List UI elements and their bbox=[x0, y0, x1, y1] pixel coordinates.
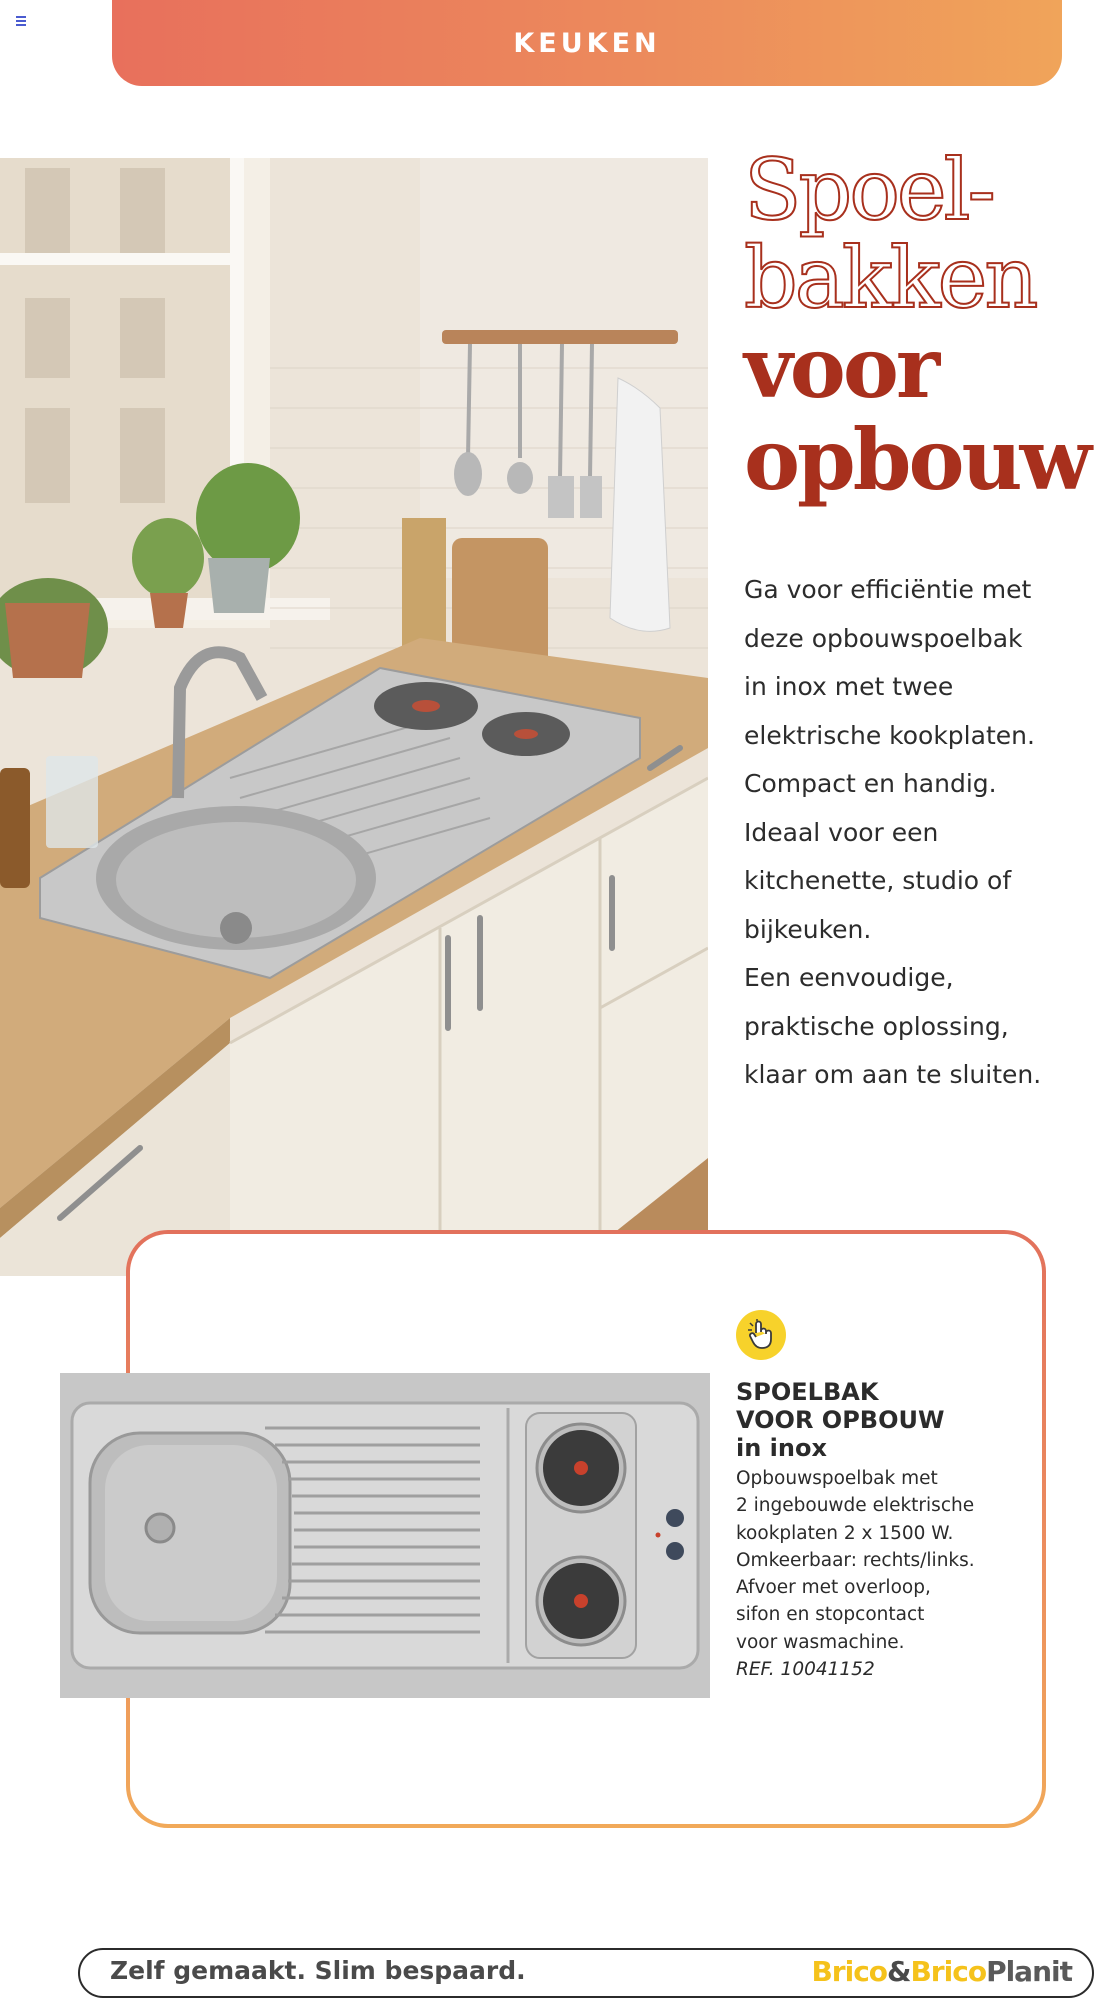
intro-line: Ga voor efficiëntie met bbox=[744, 575, 1032, 604]
intro-text bbox=[744, 566, 1084, 1100]
product-desc-line: Afvoer met overloop, bbox=[736, 1577, 931, 1599]
product-title bbox=[736, 1378, 1036, 1462]
hand-pointer-icon bbox=[736, 1310, 786, 1360]
logo-brico-2: Brico bbox=[910, 1955, 987, 1988]
product-title-line: in inox bbox=[736, 1434, 827, 1462]
product-desc-line: Omkeerbaar: rechts/links. bbox=[736, 1549, 975, 1571]
section-banner bbox=[112, 0, 1062, 86]
intro-line: praktische oplossing, bbox=[744, 1011, 1009, 1041]
intro-line: Compact en handig. bbox=[744, 769, 997, 798]
banner-label: KEUKEN bbox=[513, 27, 661, 59]
product-image[interactable] bbox=[60, 1373, 710, 1698]
intro-line: Ideaal voor een bbox=[744, 817, 939, 847]
intro-line: bijkeuken. bbox=[744, 914, 872, 944]
headline-line-2: bakken bbox=[744, 229, 1036, 327]
intro-line: Een eenvoudige, bbox=[744, 963, 954, 992]
product-desc-line: sifon en stopcontact bbox=[736, 1604, 925, 1626]
product-description bbox=[736, 1465, 1036, 1683]
logo-ampersand: & bbox=[887, 1955, 911, 1988]
product-title-line: SPOELBAK bbox=[736, 1378, 879, 1406]
intro-line: klaar om aan te sluiten. bbox=[744, 1060, 1042, 1089]
headline-line-4: opbouw bbox=[744, 410, 1089, 509]
intro-line: deze opbouwspoelbak bbox=[744, 623, 1023, 653]
intro-line: elektrische kookplaten. bbox=[744, 720, 1035, 750]
intro-line: kitchenette, studio of bbox=[744, 866, 1012, 895]
footer-bar bbox=[78, 1948, 1094, 1998]
headline-line-1: Spoel- bbox=[744, 141, 993, 239]
product-desc-line: 2 ingebouwde elektrische bbox=[736, 1495, 975, 1517]
kitchen-photo bbox=[0, 158, 708, 1276]
headline bbox=[744, 141, 1089, 509]
product-desc-line: kookplaten 2 x 1500 W. bbox=[736, 1522, 954, 1544]
product-ref: REF. 10041152 bbox=[736, 1659, 875, 1681]
footer-slogan: Zelf gemaakt. Slim bespaard. bbox=[110, 1956, 526, 1985]
brand-logo[interactable] bbox=[811, 1955, 1072, 1988]
product-title-line: VOOR OPBOUW bbox=[736, 1406, 945, 1434]
logo-brico: Brico bbox=[811, 1955, 888, 1988]
headline-line-3: voor bbox=[744, 318, 938, 417]
logo-planit: Planit bbox=[986, 1955, 1072, 1988]
menu-icon[interactable] bbox=[16, 16, 26, 26]
product-desc-line: Opbouwspoelbak met bbox=[736, 1468, 938, 1489]
intro-line: in inox met twee bbox=[744, 672, 954, 701]
product-desc-line: voor wasmachine. bbox=[736, 1631, 905, 1653]
